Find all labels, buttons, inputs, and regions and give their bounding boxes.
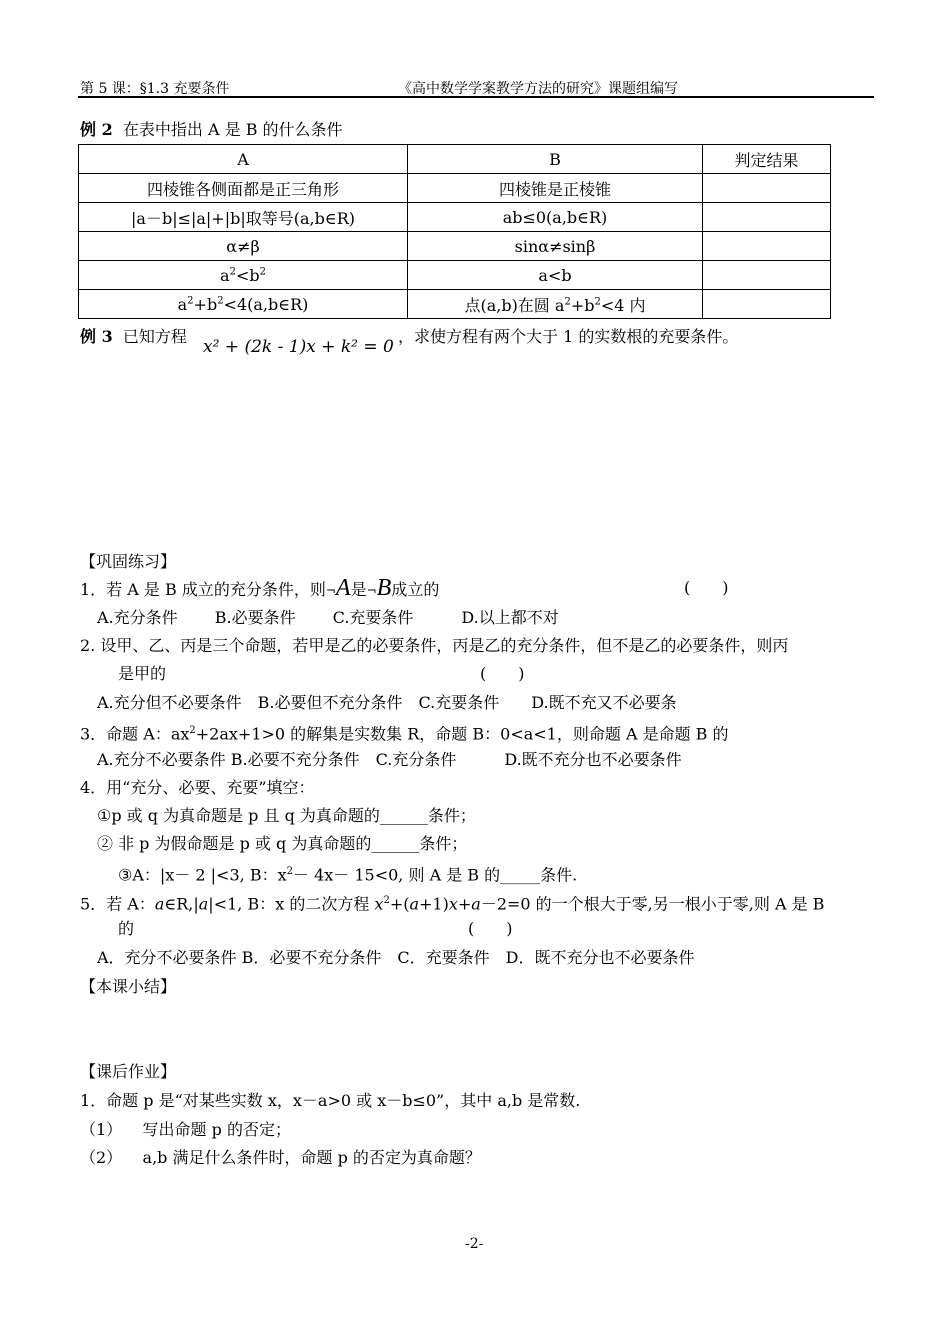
example-3-equation: x² + (2k - 1)x + k² = 0 [203,337,394,357]
table-row [79,290,831,319]
cell-result[interactable] [703,290,831,319]
practice-q4: 4．用“充分、必要、充要”填空： [80,778,315,797]
example-2-heading [80,120,343,140]
header-cell-a: A [79,145,408,174]
example-3 [80,327,187,347]
table-row [79,232,831,261]
header-group: 《高中数学学案教学方法的研究》课题组编写 [398,81,678,97]
table-header-row [79,145,831,174]
cell-a: 四棱锥各侧面都是正三角形 [79,174,408,203]
practice-q5: 5．若 A：a∈R,|a|<1, B：x 的二次方程 $x^2+(a+1)x+a-2=0$ 的一个根大于零,另一根小于零,则 A 是 B [80,894,825,914]
cell-a: $a^2<b^2$ [79,261,408,290]
cell-result[interactable] [703,203,831,232]
practice-q3-options: A.充分不必要条件 B.必要不充分条件 C.充分条件 D.既不充分也不必要条件 [97,750,682,769]
practice-q3: 3．命题 A：$ax^2+2ax+1>0$ 的解集是实数集 R，命题 B：0<a<1，则命题 A 是命题 B 的 [80,724,729,744]
cell-b: a<b [408,261,703,290]
header-cell-result: 判定结果 [703,145,831,174]
example-3-label: 例 3 [80,327,113,346]
practice-q4-item2: ② 非 p 为假命题是 p 或 q 为真命题的______条件； [97,834,468,853]
example-3-post: ，求使方程有两个大于 1 的实数根的充要条件。 [398,327,739,346]
answer-paren[interactable]: ( ) [480,664,525,683]
practice-title: 【巩固练习】 [80,552,177,571]
table-row [79,203,831,232]
condition-table [78,144,831,319]
homework-title: 【课后作业】 [80,1062,177,1081]
summary-title: 【本课小结】 [80,977,177,996]
practice-q2-line2: 是甲的 [118,664,167,683]
cell-b: ab≤0(a,b∈R) [408,203,703,232]
example-3-pre: 已知方程 [122,327,187,346]
cell-b: 点(a,b)在圆 $a^2+b^2<4$ 内 [408,290,703,319]
header-rule [78,96,874,98]
cell-a: $a^2+b^2<4(a,b\in R)$ [79,290,408,319]
homework-sub2: （2） a,b 满足什么条件时，命题 p 的否定为真命题？ [80,1148,481,1167]
cell-result[interactable] [703,174,831,203]
example-2-text: 在表中指出 A 是 B 的什么条件 [122,120,343,139]
cell-b: sinα≠sinβ [408,232,703,261]
cell-b: 四棱锥是正棱锥 [408,174,703,203]
answer-paren[interactable]: ( ) [468,919,513,938]
practice-q2-line1: 2. 设甲、乙、丙是三个命题，若甲是乙的必要条件，丙是乙的充分条件，但不是乙的必要条件，则丙 [80,636,789,655]
cell-a: |a－b|≤|a|+|b|取等号(a,b∈R) [79,203,408,232]
page-number: -2- [465,1236,484,1252]
cell-result[interactable] [703,261,831,290]
practice-q2-options: A.充分但不必要条件 B.必要但不充分条件 C.充要条件 D.既不充又不必要条 [97,693,677,712]
cell-result[interactable] [703,232,831,261]
homework-sub1: （1） 写出命题 p 的否定； [80,1120,291,1139]
header-cell-b: B [408,145,703,174]
practice-q5-line2: 的 [118,919,135,938]
homework-q1: 1．命题 p 是“对某些实数 x，x－a>0 或 x－b≤0”，其中 a,b 是常数. [80,1091,581,1110]
practice-q4-item3: ③A：|x－ 2 |<3, B：$x^2- 4x- 15<0$, 则 A 是 B 的_____条件. [118,865,578,885]
practice-q1: 1．若 A 是 B 成立的充分条件，则¬A是¬B成立的 [80,575,440,601]
table-row [79,174,831,203]
practice-q4-item1: ①p 或 q 为真命题是 p 且 q 为真命题的______条件； [97,806,476,825]
example-2-label: 例 2 [80,120,113,139]
header-lesson: 第 5 课：§1.3 充要条件 [80,81,230,97]
practice-q5-options: A．充分不必要条件 B．必要不充分条件 C．充要条件 D．既不充分也不必要条件 [97,948,695,967]
practice-q1-options: A.充分条件 B.必要条件 C.充要条件 D.以上都不对 [97,608,559,627]
cell-a: α≠β [79,232,408,261]
answer-paren[interactable]: ( ) [684,578,729,597]
table-row [79,261,831,290]
